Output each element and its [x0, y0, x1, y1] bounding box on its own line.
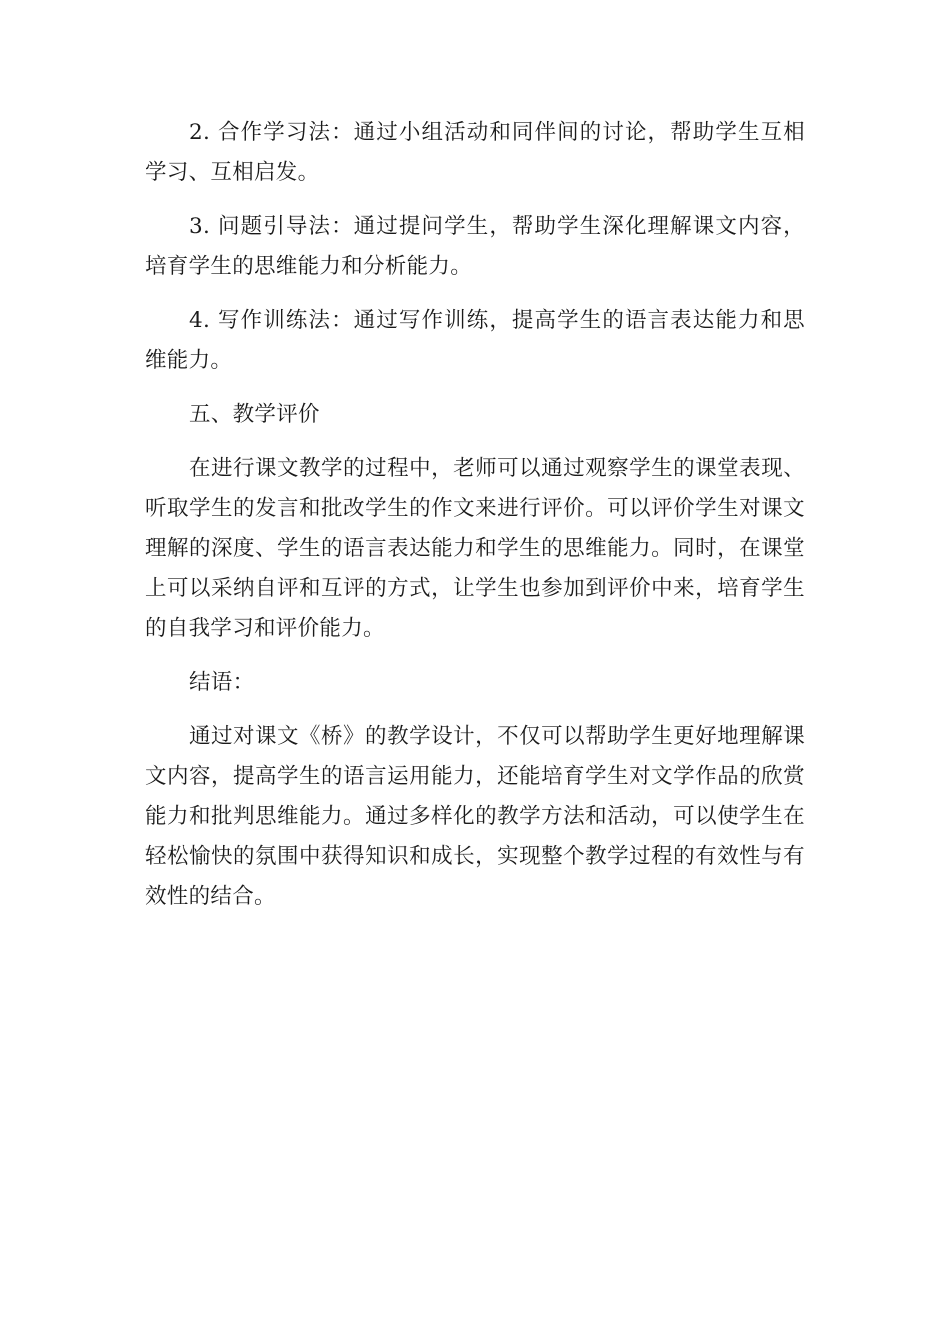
- document-body: [145, 113, 805, 931]
- method-question-guidance: 3. 问题引导法：通过提问学生，帮助学生深化理解课文内容，培育学生的思维能力和分析能力。: [145, 214, 805, 279]
- method-cooperative-learning: 2. 合作学习法：通过小组活动和同伴间的讨论，帮助学生互相学习、互相启发。: [145, 120, 805, 185]
- method-writing-training: 4. 写作训练法：通过写作训练，提高学生的语言表达能力和思维能力。: [145, 308, 805, 373]
- conclusion-paragraph: 通过对课文《桥》的教学设计，不仅可以帮助学生更好地理解课文内容，提高学生的语言运用能力，还能培育学生对文学作品的欣赏能力和批判思维能力。通过多样化的教学方法和活动，可以使学生在轻松愉快的氛围中获得知识和成长，实现整个教学过程的有效性与有效性的结合。: [145, 724, 805, 909]
- section-heading-evaluation: 五、教学评价: [189, 402, 320, 427]
- section-heading-conclusion: 结语：: [189, 670, 255, 695]
- evaluation-paragraph: 在进行课文教学的过程中，老师可以通过观察学生的课堂表现、听取学生的发言和批改学生的作文来进行评价。可以评价学生对课文理解的深度、学生的语言表达能力和学生的思维能力。同时，在课堂上可以采纳自评和互评的方式，让学生也参加到评价中来，培育学生的自我学习和评价能力。: [145, 456, 805, 641]
